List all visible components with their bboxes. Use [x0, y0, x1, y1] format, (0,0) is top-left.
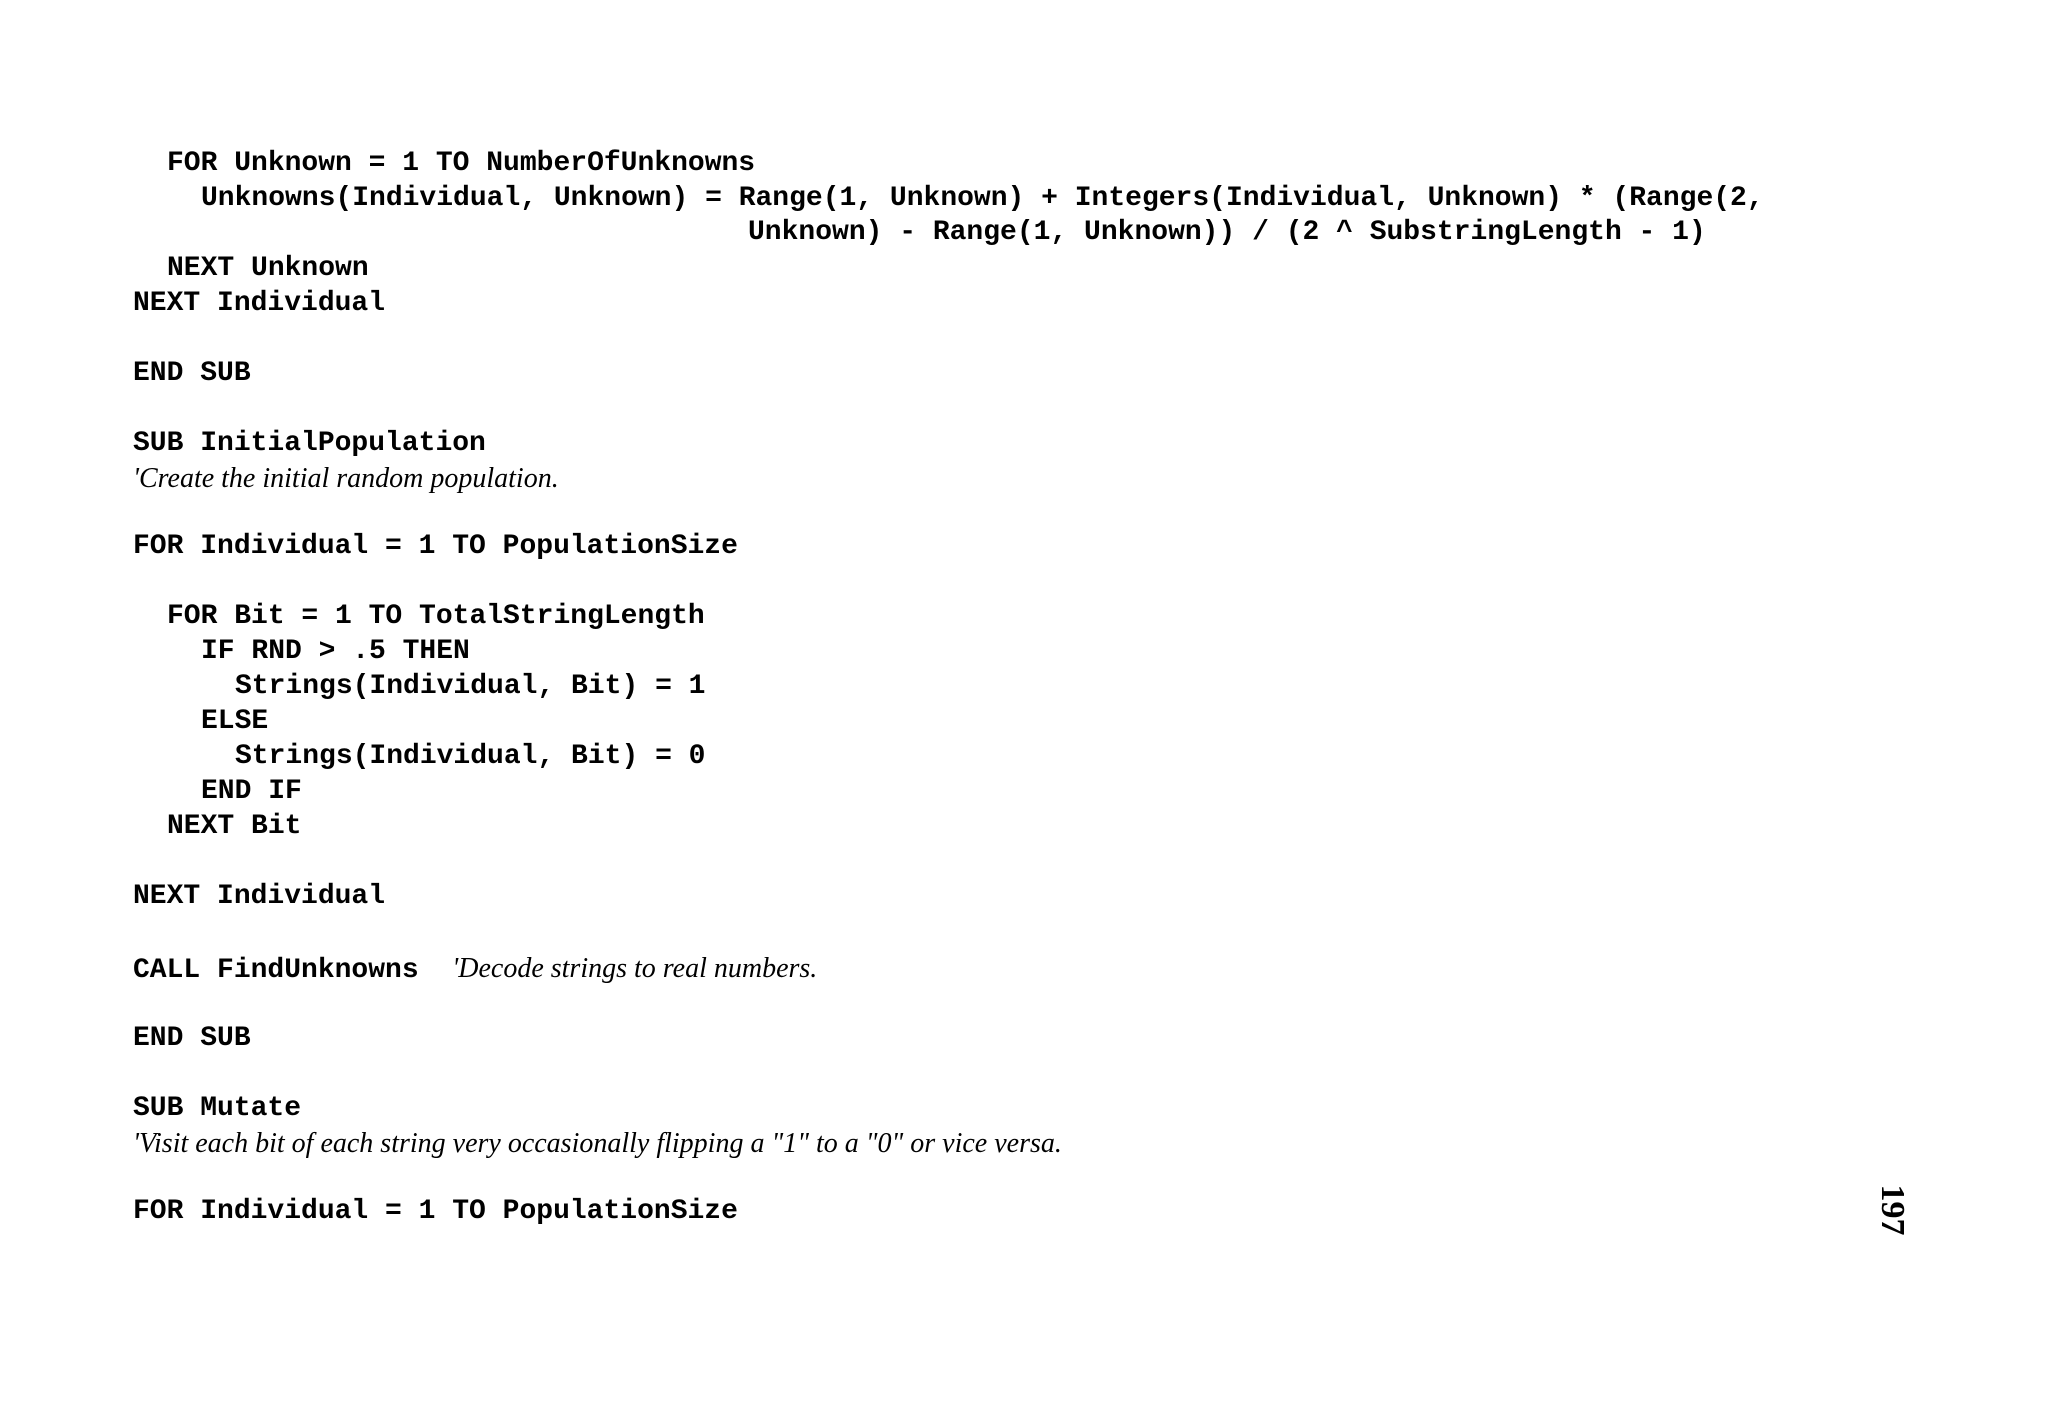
code-line-next-bit: NEXT Bit — [167, 811, 302, 842]
code-line-for-individual-2: FOR Individual = 1 TO PopulationSize — [133, 1196, 738, 1227]
code-comment-visit-bits: 'Visit each bit of each string very occasionally flipping a "1" to a "0" or vice versa. — [133, 1128, 1062, 1159]
code-line-sub-mutate: SUB Mutate — [133, 1093, 302, 1124]
code-line-next-individual-2: NEXT Individual — [133, 881, 386, 912]
code-comment-create-population: 'Create the initial random population. — [133, 463, 559, 494]
page-number: 197 — [1874, 1184, 1911, 1236]
code-line-end-if: END IF — [201, 776, 302, 807]
call-statement: CALL FindUnknowns — [133, 955, 419, 986]
code-line-strings-one: Strings(Individual, Bit) = 1 — [235, 671, 706, 702]
code-line-unknowns-assign: Unknowns(Individual, Unknown) = Range(1, Unknown) + Integers(Individual, Unknown) * (Range(2, — [201, 183, 1764, 214]
code-line-for-individual: FOR Individual = 1 TO PopulationSize — [133, 531, 738, 562]
code-line-if-rnd: IF RND > .5 THEN — [201, 636, 470, 667]
code-line-for-unknown: FOR Unknown = 1 TO NumberOfUnknowns — [167, 148, 756, 179]
code-line-next-individual: NEXT Individual — [133, 288, 386, 319]
code-line-sub-initialpopulation: SUB InitialPopulation — [133, 428, 486, 459]
code-line-unknowns-assign-cont: Unknown) - Range(1, Unknown)) / (2 ^ SubstringLength - 1) — [748, 217, 1706, 248]
code-line-else: ELSE — [201, 706, 269, 737]
code-line-end-sub: END SUB — [133, 358, 251, 389]
code-line-call-findunknowns — [133, 952, 817, 988]
code-line-strings-zero: Strings(Individual, Bit) = 0 — [235, 741, 706, 772]
code-line-for-bit: FOR Bit = 1 TO TotalStringLength — [167, 601, 705, 632]
code-line-end-sub-2: END SUB — [133, 1023, 251, 1054]
code-line-next-unknown: NEXT Unknown — [167, 253, 369, 284]
code-comment-decode: 'Decode strings to real numbers. — [452, 953, 818, 984]
